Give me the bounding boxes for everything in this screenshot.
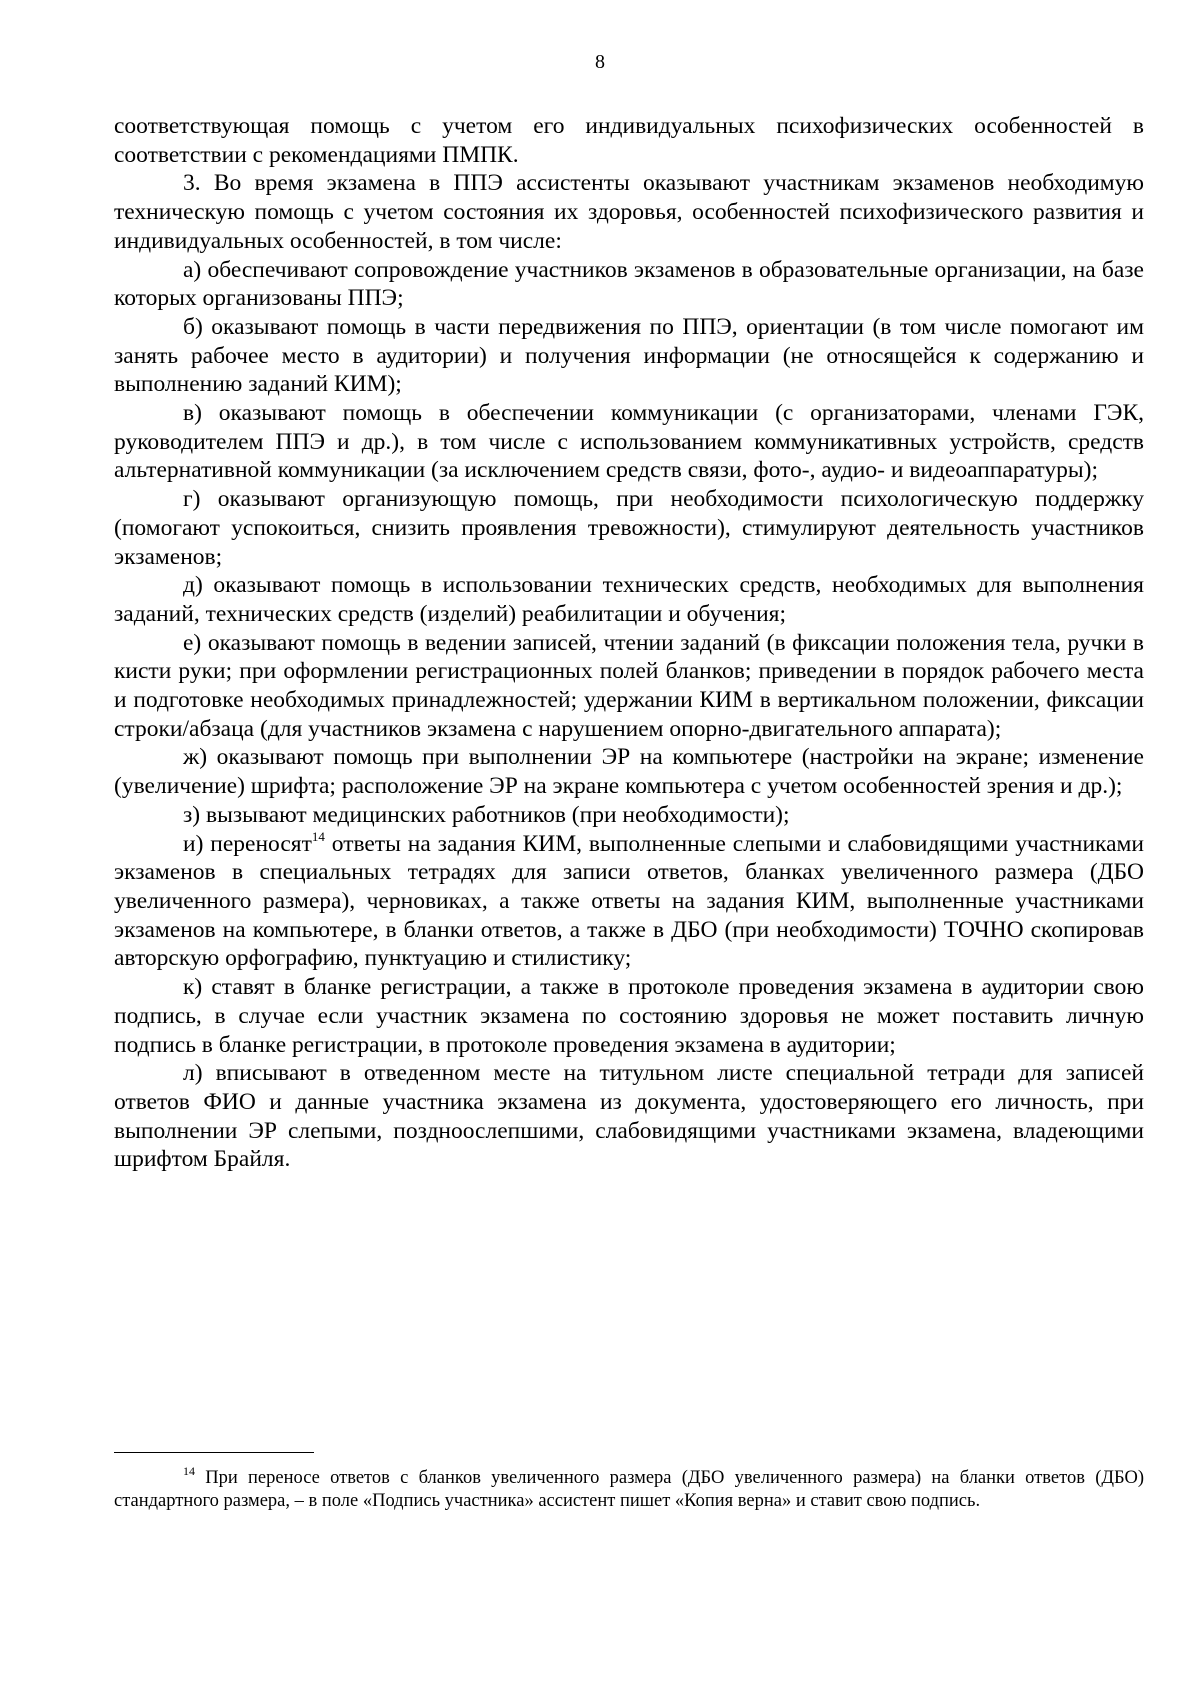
paragraph-item-i-rest: ответы на задания КИМ, выполненные слепыми и слабовидящими участниками экзаменов в специальных тетрадях для записи ответов, бланках увеличенного размера (ДБО увеличенного размера), черновиках, а также ответы на задания КИМ, выполненные участниками экзаменов на компьютере, в бланки ответов, а также в ДБО (при необходимости) ТОЧНО скопировав авторскую орфографию, пунктуацию и стилистику; — [114, 830, 1144, 972]
paragraph-item-i — [114, 830, 1144, 974]
paragraph-item-e: е) оказывают помощь в ведении записей, чтении заданий (в фиксации положения тела, ручки в кисти руки; при оформлении регистрационных полей бланков; приведении в порядок рабочего места и подготовке необходимых принадлежностей; удержании КИМ в вертикальном положении, фиксации строки/абзаца (для участников экзамена с нарушением опорно-двигательного аппарата); — [114, 629, 1144, 742]
footnote-number: 14 — [183, 1464, 195, 1478]
footnote-separator — [114, 1452, 314, 1453]
paragraph-item-i-start: и) переносят — [183, 830, 312, 857]
paragraph-item-l: л) вписывают в отведенном месте на титульном листе специальной тетради для записей ответов ФИО и данные участника экзамена из документа, удостоверяющего его личность, при выполнении ЭР слепыми, поздноослепшими, слабовидящими участниками экзамена, владеющими шрифтом Брайля. — [114, 1060, 1144, 1173]
footnote-text: При переносе ответов с бланков увеличенного размера (ДБО увеличенного размера) на бланки ответов (ДБО) стандартного размера, – в поле «Подпись участника» ассистент пишет «Копия верна» и ставит свою подпись. — [114, 1468, 1144, 1511]
footnote-reference: 14 — [311, 828, 325, 844]
paragraph-item-zh: ж) оказывают помощь при выполнении ЭР на компьютере (настройки на экране; изменение (увеличение) шрифта; расположение ЭР на экране компьютера с учетом особенностей зрения и др.); — [114, 744, 1144, 800]
paragraph-item-v: в) оказывают помощь в обеспечении коммуникации (с организаторами, членами ГЭК, руководителем ППЭ и др.), в том числе с использованием коммуникативных устройств, средств альтернативной коммуникации (за исключением средств связи, фото-, аудио- и видеоаппаратуры); — [114, 400, 1144, 484]
footnote — [114, 1464, 1144, 1512]
paragraph-item-3: 3. Во время экзамена в ППЭ ассистенты оказывают участникам экзаменов необходимую техническую помощь с учетом состояния их здоровья, особенностей психофизического развития и индивидуальных особенностей, в том числе: — [114, 170, 1144, 254]
paragraph-item-b: б) оказывают помощь в части передвижения по ППЭ, ориентации (в том числе помогают им занять рабочее место в аудитории) и получения информации (не относящейся к содержанию и выполнению заданий КИМ); — [114, 313, 1144, 398]
paragraph-item-k: к) ставят в бланке регистрации, а также в протоколе проведения экзамена в аудитории свою подпись, в случае если участник экзамена по состоянию здоровья не может поставить личную подпись в бланке регистрации, в протоколе проведения экзамена в аудитории; — [114, 974, 1144, 1058]
page-number: 8 — [595, 51, 605, 73]
paragraph-item-g: г) оказывают организующую помощь, при необходимости психологическую поддержку (помогают успокоиться, снизить проявления тревожности), стимулируют деятельность участников экзаменов; — [114, 486, 1144, 570]
paragraph-item-d: д) оказывают помощь в использовании технических средств, необходимых для выполнения заданий, технических средств (изделий) реабилитации и обучения; — [114, 572, 1144, 627]
body-text — [114, 112, 1144, 1174]
paragraph-item-z: з) вызывают медицинских работников (при необходимости); — [183, 801, 790, 828]
paragraph-continuation: соответствующая помощь с учетом его индивидуальных психофизических особенностей в соответствии с рекомендациями ПМПК. — [114, 113, 1144, 168]
paragraph-item-a: а) обеспечивают сопровождение участников экзаменов в образовательные организации, на базе которых организованы ППЭ; — [114, 256, 1144, 312]
